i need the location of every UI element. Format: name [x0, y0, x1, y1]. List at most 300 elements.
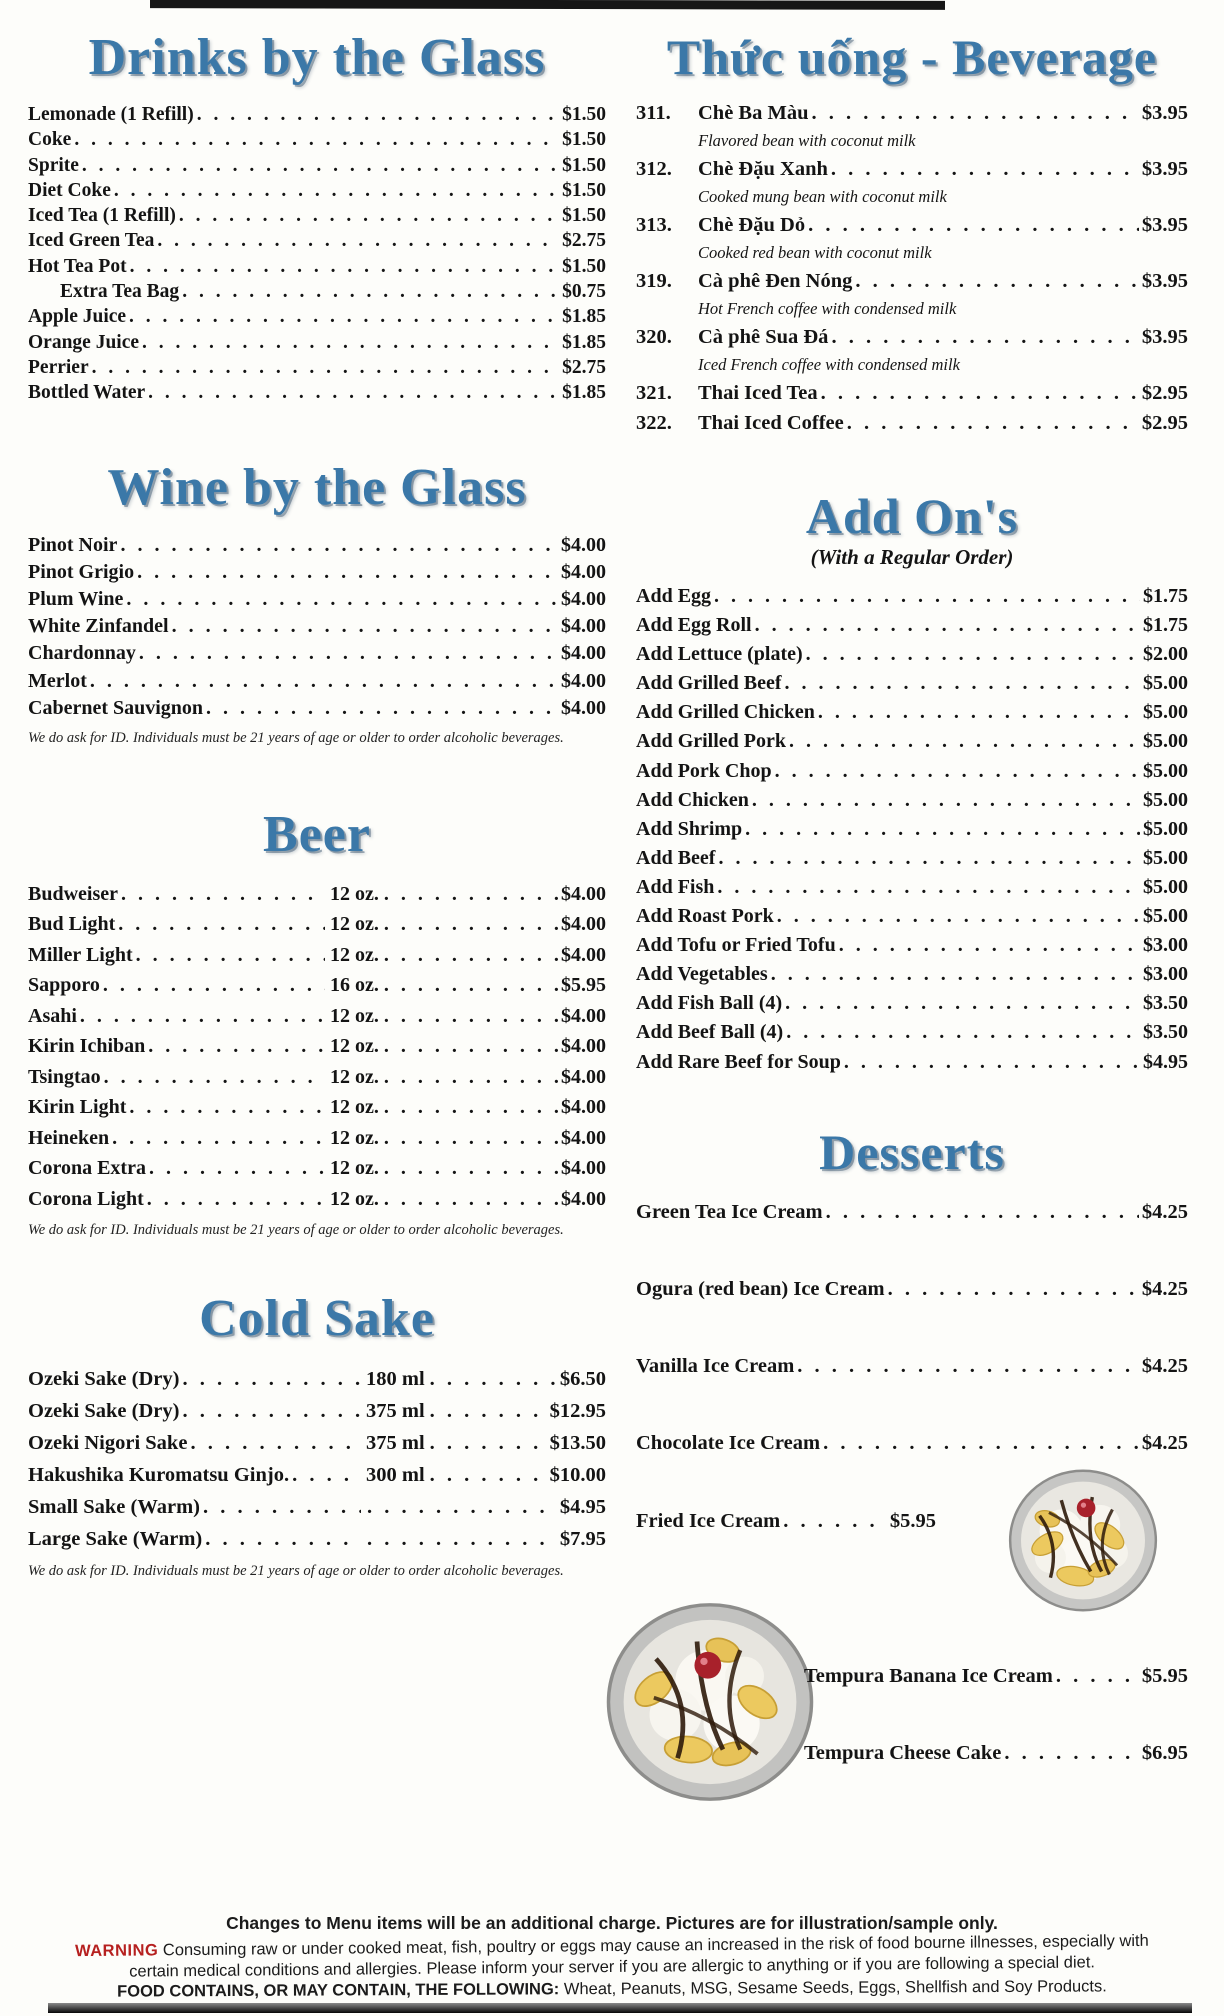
item-price: $4.00 [561, 587, 606, 610]
item-name: Heineken [28, 1126, 110, 1149]
dot-leader [129, 1092, 325, 1123]
dot-leader [718, 844, 1140, 873]
dot-leader [190, 1427, 361, 1459]
item-name-cell [28, 1427, 364, 1459]
dot-leader [384, 1153, 558, 1184]
alcohol-disclaimer: We do ask for ID. Individuals must be 21 years of age or older to order alcoholic beverages. [28, 1563, 564, 1580]
item-price: $3.50 [1143, 992, 1188, 1015]
menu-item-row [28, 1001, 606, 1032]
dot-leader [430, 1363, 557, 1395]
menu-item-row [636, 1018, 1188, 1047]
menu-item-row [28, 1363, 606, 1395]
item-name: Add Chicken [636, 788, 749, 811]
menu-item-row [636, 669, 1188, 698]
item-number: 320. [636, 326, 672, 348]
dot-leader [142, 330, 559, 355]
item-name: Diet Coke [28, 179, 111, 201]
item-name: Chè Đặu Dỏ [698, 214, 806, 236]
dot-leader [148, 1031, 325, 1062]
dot-leader [292, 1459, 361, 1491]
sake-list [28, 1363, 606, 1555]
item-name-cell [28, 1123, 328, 1154]
dot-leader [831, 156, 1139, 184]
dot-leader [844, 1048, 1140, 1077]
dot-leader [384, 970, 558, 1001]
menu-item-row [636, 611, 1188, 640]
item-name: Sapporo [28, 974, 100, 997]
item-price: $1.85 [562, 306, 606, 328]
dot-leader [806, 640, 1140, 669]
menu-item-row [28, 532, 606, 559]
menu-item-row [28, 178, 606, 203]
item-name: Green Tea Ice Cream [636, 1200, 823, 1223]
dot-leader [203, 1491, 361, 1523]
dot-leader [182, 1363, 361, 1395]
menu-item-row [28, 695, 606, 722]
menu-item-row [636, 324, 1188, 378]
item-price: $1.75 [1143, 585, 1188, 607]
item-price: $5.00 [1143, 846, 1188, 869]
dot-leader [206, 695, 558, 722]
section-drinks [28, 28, 606, 406]
item-name: Hakushika Kuromatsu Ginjo. [28, 1464, 290, 1487]
item-price: $0.75 [562, 281, 606, 303]
item-name: Tsingtao [28, 1065, 101, 1088]
menu-item-row [636, 1048, 1188, 1077]
item-name-cell [28, 1062, 328, 1093]
menu-item-row [636, 380, 1188, 408]
item-name: Tempura Cheese Cake [804, 1741, 1002, 1764]
item-price: $3.95 [1141, 270, 1188, 292]
menu-item-row [28, 1062, 606, 1093]
menu-item-row [636, 100, 1188, 154]
footer-change-notice: Changes to Menu items will be an additional charge. Pictures are for illustration/sample only. [226, 1913, 998, 1933]
item-name: Kirin Ichiban [28, 1035, 146, 1058]
item-name: Cabernet Sauvignon [28, 696, 204, 719]
item-name: Hot Tea Pot [28, 255, 127, 277]
item-name-cell [28, 940, 328, 971]
dot-leader [745, 815, 1140, 844]
dot-leader [384, 1184, 558, 1215]
dot-leader [818, 698, 1140, 727]
menu-item-row [28, 1491, 606, 1523]
menu-item-row [28, 879, 606, 910]
menu-item-row [28, 613, 606, 640]
item-price: $5.95 [889, 1509, 936, 1532]
item-size: 375 ml [366, 1400, 425, 1423]
item-name-cell [28, 970, 328, 1001]
item-name: Kirin Light [28, 1096, 127, 1119]
dot-leader [384, 940, 558, 971]
menu-item-row [28, 640, 606, 667]
menu-item-row [28, 1123, 606, 1154]
item-name: Tempura Banana Ice Cream [804, 1664, 1053, 1687]
item-name: Ozeki Nigori Sake [28, 1432, 188, 1455]
item-price: $5.00 [1143, 730, 1188, 753]
item-name: Corona Extra [28, 1157, 146, 1180]
item-name: Add Vegetables [636, 963, 768, 986]
item-name: Add Grilled Beef [636, 672, 782, 695]
item-name-cell [28, 1491, 364, 1523]
item-price: $1.50 [562, 255, 606, 277]
menu-item-row [28, 940, 606, 971]
item-name: Coke [28, 129, 72, 151]
menu-item-row [28, 355, 606, 380]
right-column [636, 28, 1188, 1833]
menu-item-row [636, 931, 1188, 960]
item-description: Iced French coffee with condensed milk [698, 354, 960, 374]
item-price: $5.00 [1143, 905, 1188, 928]
dot-leader [367, 1523, 557, 1555]
menu-item-row [28, 304, 606, 329]
item-name: Add Fish [636, 875, 715, 898]
dot-leader [786, 1018, 1140, 1047]
item-price: $4.00 [561, 615, 606, 638]
item-price: $4.00 [561, 1157, 606, 1180]
item-name: Iced Tea (1 Refill) [28, 205, 176, 227]
menu-item-row [28, 279, 606, 304]
dot-leader [811, 100, 1138, 128]
allergen-label: FOOD CONTAINS, OR MAY CONTAIN, THE FOLLOWING: [117, 1980, 560, 2001]
menu-item-row [28, 668, 606, 695]
item-name: Add Rare Beef for Soup [636, 1050, 841, 1073]
item-price: $4.00 [561, 913, 606, 936]
item-price: $1.50 [562, 154, 606, 176]
item-price: $3.95 [1141, 326, 1188, 348]
dot-leader [137, 559, 558, 586]
section-title-add-ons: Add On's [805, 488, 1019, 544]
item-price: $2.75 [562, 230, 606, 252]
dot-leader [888, 1276, 1139, 1302]
item-name: Ozeki Sake (Dry) [28, 1400, 180, 1423]
dot-leader [182, 279, 559, 304]
wine-list [28, 532, 606, 722]
item-price: $4.00 [561, 533, 606, 556]
dot-leader [121, 879, 325, 910]
section-title-beer: Beer [263, 805, 371, 863]
dot-leader [831, 324, 1138, 352]
item-price: $4.00 [561, 696, 606, 719]
item-price: $1.50 [562, 129, 606, 151]
item-name-cell [28, 1395, 364, 1427]
item-price: $4.95 [559, 1496, 606, 1519]
item-name: Add Beef [636, 846, 716, 869]
dot-leader [783, 1508, 887, 1534]
dot-leader [103, 970, 325, 1001]
add-ons-subtitle: (With a Regular Order) [810, 545, 1014, 569]
menu-item-row [28, 1153, 606, 1184]
item-name-cell [28, 1001, 328, 1032]
section-desserts [636, 1123, 1188, 1833]
item-price: $1.75 [1143, 614, 1188, 637]
item-price: $1.50 [562, 205, 606, 227]
item-description: Cooked red bean with coconut milk [698, 242, 932, 262]
item-price: $4.25 [1141, 1431, 1188, 1454]
menu-item-row [636, 989, 1188, 1018]
item-name-cell [28, 1153, 328, 1184]
item-main-line [636, 212, 1188, 240]
item-name-cell [28, 1184, 328, 1215]
dot-leader [112, 1123, 325, 1154]
item-name: Add Tofu or Fried Tofu [636, 934, 836, 957]
item-price: $1.50 [562, 179, 606, 201]
section-wine [28, 458, 606, 747]
menu-item-row [28, 1459, 606, 1491]
item-name: Lemonade (1 Refill) [28, 104, 194, 125]
item-price: $5.00 [1143, 701, 1188, 724]
drinks-list [28, 102, 606, 406]
item-name: Apple Juice [28, 306, 127, 328]
dot-leader [90, 668, 558, 695]
item-price: $5.00 [1143, 875, 1188, 898]
beverage-list [636, 100, 1188, 437]
item-price: $2.95 [1141, 411, 1188, 434]
dot-leader [430, 1459, 547, 1491]
dot-leader [120, 532, 558, 559]
dot-leader [717, 873, 1140, 902]
dot-leader [785, 669, 1140, 698]
item-name: Ozeki Sake (Dry) [28, 1368, 180, 1391]
menu-item-row [28, 1184, 606, 1215]
item-name: Thai Iced Coffee [698, 411, 844, 434]
menu-item-row [28, 586, 606, 613]
item-number: 319. [636, 270, 672, 292]
item-name-cell [28, 879, 328, 910]
section-title-desserts: Desserts [819, 1123, 1005, 1180]
item-price: $5.00 [1143, 672, 1188, 695]
menu-item-row [28, 1427, 606, 1459]
dot-leader [367, 1491, 557, 1523]
item-name: Perrier [28, 356, 89, 378]
item-size: 16 oz. [330, 974, 379, 997]
dot-leader [797, 1353, 1139, 1379]
item-description: Cooked mung bean with coconut milk [698, 186, 947, 206]
dot-leader [149, 1153, 325, 1184]
item-main-line [636, 100, 1188, 128]
item-name: Small Sake (Warm) [28, 1496, 200, 1519]
item-name: Add Egg Roll [636, 614, 752, 637]
menu-item-row [28, 380, 606, 405]
section-cold-sake [28, 1289, 606, 1580]
item-main-line [636, 268, 1188, 296]
beer-list [28, 879, 606, 1215]
menu-item-row [636, 1276, 1188, 1302]
fried-ice-cream-photo [988, 1463, 1178, 1618]
section-title-beverage: Thức uống - Beverage [666, 29, 1158, 85]
item-size: 12 oz. [330, 943, 379, 966]
left-column [28, 28, 606, 1580]
item-name: Extra Tea Bag [60, 281, 180, 303]
item-price: $3.95 [1141, 102, 1188, 124]
dot-leader [139, 640, 558, 667]
item-price: $4.00 [561, 1096, 606, 1119]
tempura-dessert-photo [602, 1591, 818, 1813]
item-number: 322. [636, 411, 672, 434]
item-price: $1.85 [562, 382, 606, 404]
dot-leader [384, 1001, 558, 1032]
menu-item-row [28, 559, 606, 586]
menu-item-row [28, 1092, 606, 1123]
item-number: 312. [636, 158, 672, 180]
item-name: Add Fish Ball (4) [636, 992, 783, 1015]
dot-leader [808, 212, 1139, 240]
item-price: $3.50 [1143, 1021, 1188, 1044]
dot-leader [82, 153, 559, 178]
menu-item-row [636, 156, 1188, 210]
item-number: 313. [636, 214, 672, 236]
dot-leader [430, 1427, 547, 1459]
item-price: $5.00 [1143, 817, 1188, 840]
section-beverage [636, 28, 1188, 437]
item-size: 180 ml [366, 1368, 425, 1391]
item-price: $4.00 [561, 1004, 606, 1027]
menu-item-row [28, 254, 606, 279]
item-main-line [636, 324, 1188, 352]
dot-leader [823, 1430, 1139, 1456]
item-price: $5.00 [1143, 788, 1188, 811]
item-price: $4.00 [561, 1065, 606, 1088]
dot-leader [384, 879, 558, 910]
item-name: Pinot Noir [28, 533, 118, 556]
alcohol-disclaimer: We do ask for ID. Individuals must be 21 years of age or older to order alcoholic beverages. [28, 729, 564, 746]
item-price: $3.95 [1141, 214, 1188, 236]
item-price: $6.95 [1141, 1741, 1188, 1764]
footer-warning [52, 1931, 1172, 1984]
dot-leader [80, 1001, 325, 1032]
menu-item-row [28, 127, 606, 152]
item-name-cell [28, 1031, 328, 1062]
item-number: 321. [636, 382, 672, 404]
item-price: $4.00 [561, 1126, 606, 1149]
item-size: 12 oz. [330, 1157, 379, 1180]
item-price: $7.95 [559, 1528, 606, 1551]
dot-leader [775, 757, 1140, 786]
item-price: $4.95 [1143, 1050, 1188, 1073]
menu-item-row [28, 203, 606, 228]
item-name: Orange Juice [28, 331, 140, 353]
menu-item-row [28, 330, 606, 355]
dot-leader [752, 786, 1140, 815]
dot-leader [826, 1199, 1139, 1225]
item-price: $12.95 [549, 1400, 606, 1423]
item-name: Bottled Water [28, 382, 146, 404]
item-size: 12 oz. [330, 1187, 379, 1210]
item-price: $1.85 [562, 331, 606, 353]
item-price: $4.00 [561, 1187, 606, 1210]
menu-item-row [636, 410, 1188, 438]
item-name: Chardonnay [28, 642, 136, 665]
item-price: $2.00 [1143, 643, 1188, 666]
item-price: $6.50 [559, 1368, 606, 1391]
dot-leader [755, 611, 1140, 640]
item-name: Add Roast Pork [636, 905, 774, 928]
menu-item-row [636, 727, 1188, 756]
item-price: $4.00 [561, 882, 606, 905]
item-name: Chè Đặu Xanh [698, 158, 828, 180]
item-size: 300 ml [366, 1464, 425, 1487]
item-name: Thai Iced Tea [698, 382, 818, 404]
add-ons-list [636, 582, 1188, 1077]
menu-item-row [636, 582, 1188, 611]
allergen-text: Wheat, Peanuts, MSG, Sesame Seeds, Eggs, Shellfish and Soy Products. [563, 1977, 1107, 1999]
item-price: $5.00 [1143, 759, 1188, 782]
dot-leader [129, 304, 559, 329]
item-price: $4.00 [561, 560, 606, 583]
item-size: 12 oz. [330, 1126, 379, 1149]
item-name: Cà phê Sua Đá [698, 326, 829, 348]
item-price: $5.95 [1141, 1664, 1188, 1687]
scan-artifact-top [150, 0, 945, 10]
dot-leader [785, 989, 1140, 1018]
item-name-cell [28, 1459, 364, 1491]
item-price: $4.00 [561, 669, 606, 692]
dot-leader [789, 727, 1140, 756]
item-name: Add Lettuce (plate) [636, 643, 803, 666]
item-name: Add Shrimp [636, 817, 743, 840]
dot-leader [1056, 1663, 1139, 1689]
desserts-list [636, 1199, 1188, 1507]
item-number: 311. [636, 102, 671, 124]
dot-leader [839, 931, 1140, 960]
dot-leader [847, 410, 1139, 438]
item-name: Chè Ba Màu [698, 102, 809, 124]
menu-item-row [28, 1031, 606, 1062]
menu-item-row [28, 228, 606, 253]
item-name: White Zinfandel [28, 615, 169, 638]
item-main-line [636, 410, 1188, 438]
dot-leader [148, 380, 559, 405]
item-name: Corona Light [28, 1187, 144, 1210]
item-name: Add Egg [636, 585, 712, 607]
dot-leader [205, 1523, 361, 1555]
menu-item-row [636, 212, 1188, 266]
dot-leader [771, 960, 1140, 989]
dot-leader [821, 380, 1139, 408]
dot-leader [384, 909, 558, 940]
menu-item-row [636, 757, 1188, 786]
item-name: Large Sake (Warm) [28, 1528, 203, 1551]
item-name: Cà phê Đen Nóng [698, 270, 853, 292]
item-name: Add Grilled Pork [636, 730, 787, 753]
item-description: Hot French coffee with condensed milk [698, 298, 957, 318]
item-name-cell [28, 909, 328, 940]
dot-leader [777, 902, 1140, 931]
item-name: Merlot [28, 669, 87, 692]
footer-allergen-notice [62, 1976, 1162, 2003]
menu-item-row [28, 1523, 606, 1555]
dot-leader [714, 582, 1140, 611]
dot-leader [182, 1395, 361, 1427]
item-name: Chocolate Ice Cream [636, 1431, 821, 1454]
item-size: 12 oz. [330, 1096, 379, 1119]
dot-leader [104, 1062, 325, 1093]
item-price: $4.00 [561, 1035, 606, 1058]
menu-item-row [28, 970, 606, 1001]
menu-item-row [636, 1430, 1188, 1456]
item-price: $3.95 [1141, 158, 1188, 180]
item-name: Plum Wine [28, 587, 124, 610]
item-name: Fried Ice Cream [636, 1509, 781, 1532]
item-size: 12 oz. [330, 1035, 379, 1058]
alcohol-disclaimer: We do ask for ID. Individuals must be 21 years of age or older to order alcoholic beverages. [28, 1222, 564, 1239]
item-name-cell [28, 1363, 364, 1395]
dot-leader [197, 102, 559, 127]
dot-leader [855, 268, 1139, 296]
item-main-line [636, 380, 1188, 408]
item-size: 12 oz. [330, 913, 379, 936]
item-price: $2.75 [562, 356, 606, 378]
menu-item-row [28, 909, 606, 940]
